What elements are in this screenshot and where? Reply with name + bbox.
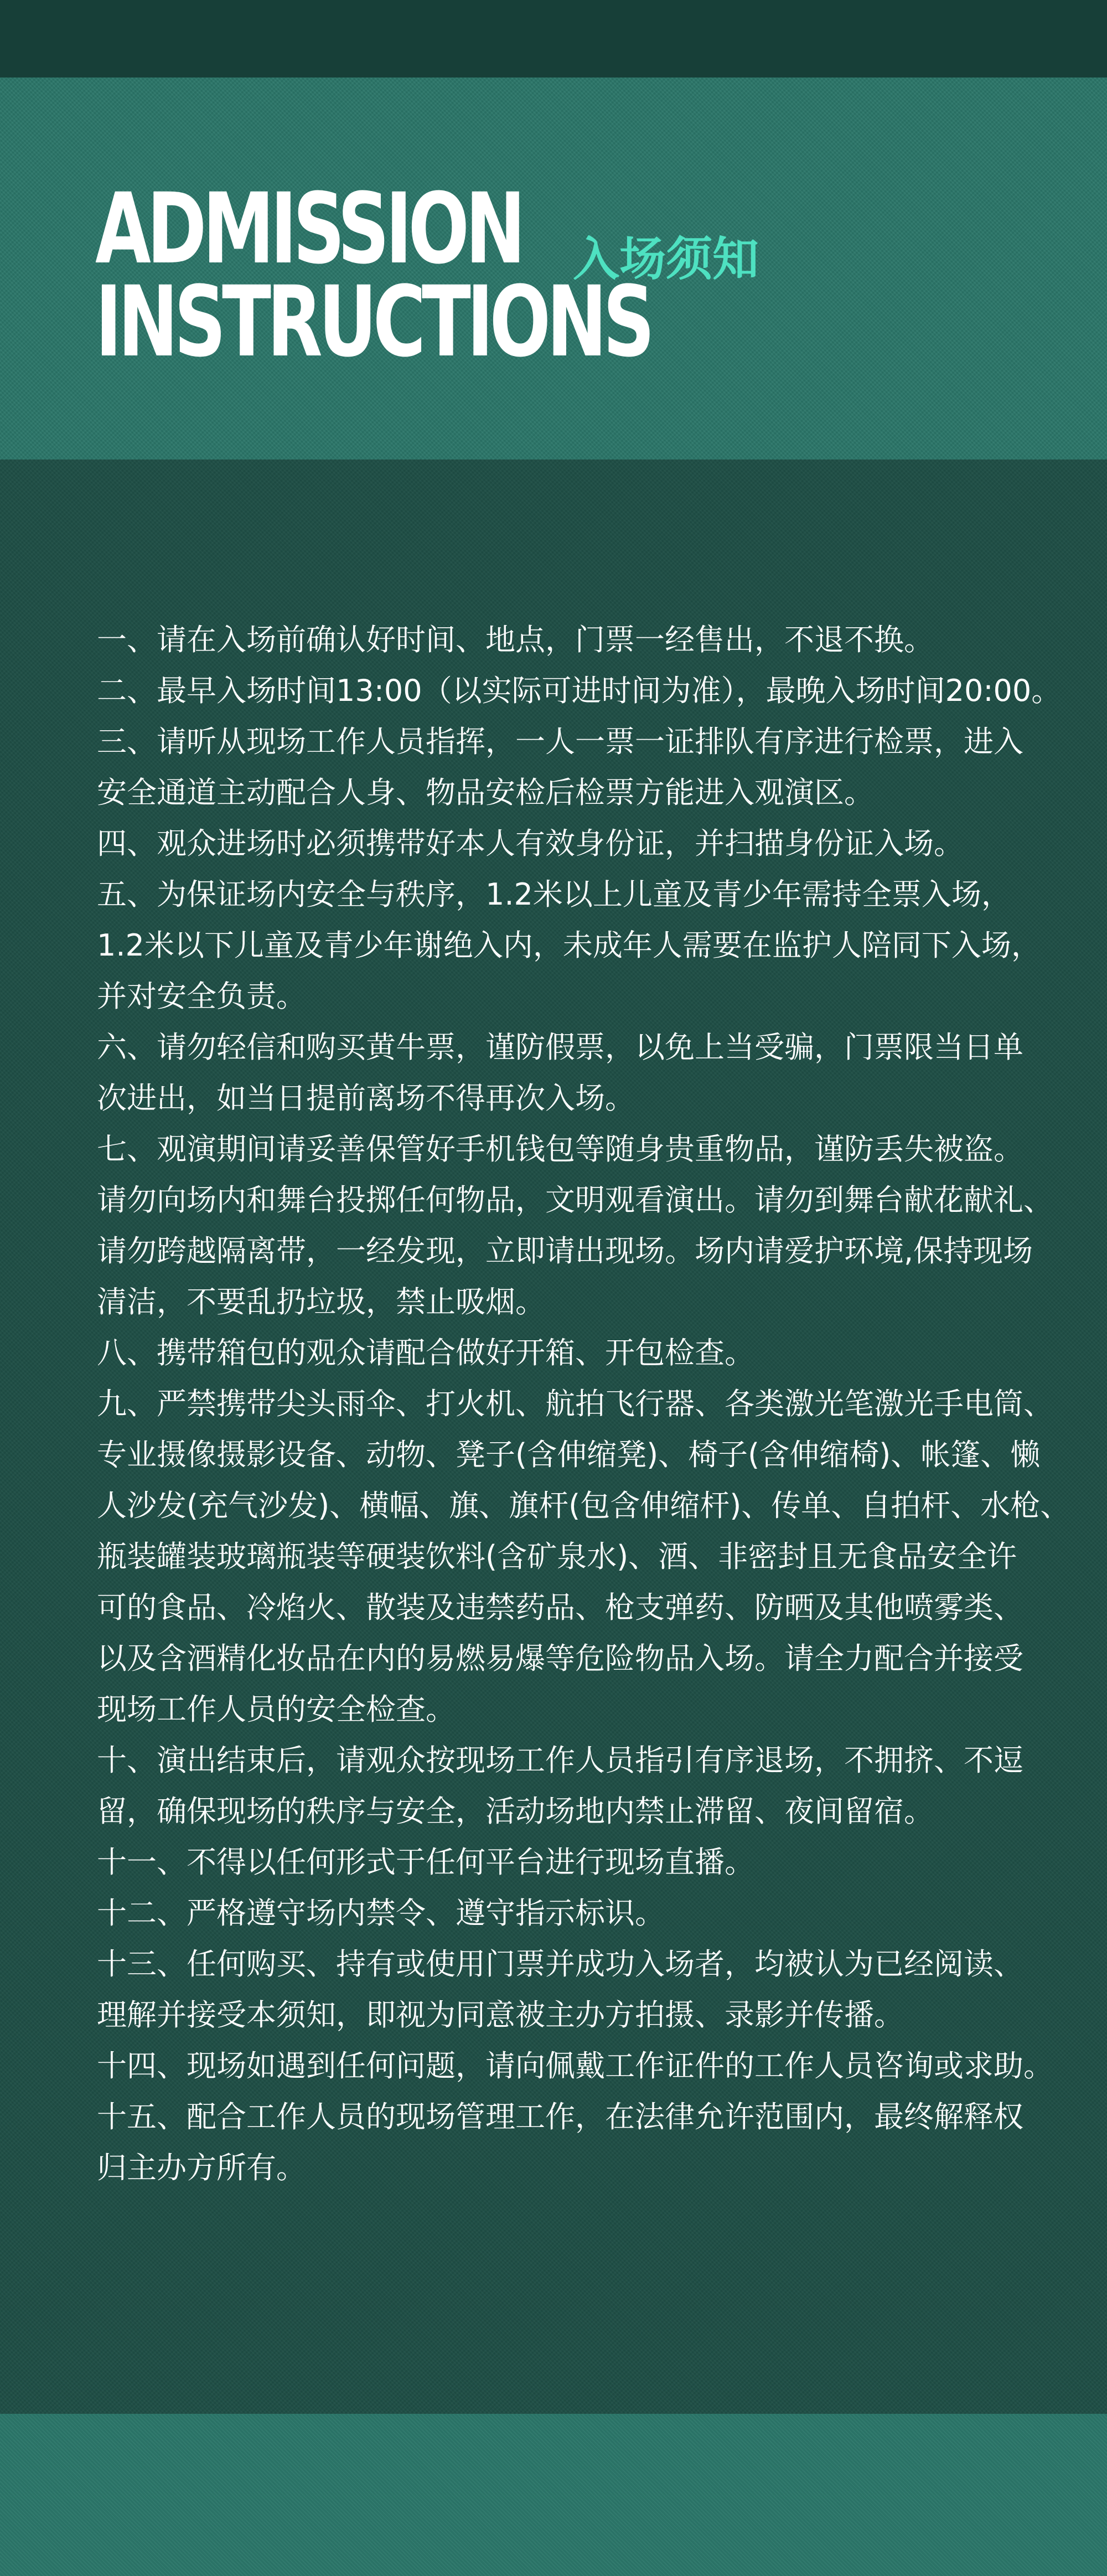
instruction-item (97, 869, 1041, 1022)
instruction-line: 八、携带箱包的观众请配合做好开箱、开包检查。 (97, 1335, 754, 1370)
instruction-line: 归主办方所有。 (97, 2150, 306, 2185)
instruction-line: 专业摄像摄影设备、动物、凳子(含伸缩凳)、椅子(含伸缩椅)、帐篷、懒 (97, 1437, 1041, 1472)
instruction-item (97, 1837, 1038, 1888)
instruction-line: 现场工作人员的安全检查。 (97, 1692, 456, 1727)
instruction-item (97, 818, 1038, 869)
instruction-item (97, 665, 1062, 716)
instruction-line: 1.2米以下儿童及青少年谢绝入内，未成年人需要在监护人陪同下入场， (97, 928, 1041, 963)
instruction-item (97, 1124, 1053, 1328)
instruction-line: 理解并接受本须知，即视为同意被主办方拍摄、录影并传播。 (97, 1997, 904, 2032)
instruction-line: 以及含酒精化妆品在内的易燃易爆等危险物品入场。请全力配合并接受 (97, 1641, 1023, 1676)
instruction-item (97, 1888, 1038, 1939)
instruction-item (97, 1939, 1038, 2041)
instruction-line: 十五、配合工作人员的现场管理工作，在法律允许范围内，最终解释权 (97, 2099, 1023, 2134)
instruction-item (97, 1022, 1038, 1124)
instruction-line: 十四、现场如遇到任何问题，请向佩戴工作证件的工作人员咨询或求助。 (97, 2048, 1053, 2083)
instructions-list (97, 615, 1070, 2193)
instruction-line: 人沙发(充气沙发)、横幅、旗、旗杆(包含伸缩杆)、传单、自拍杆、水枪、 (97, 1488, 1070, 1523)
instruction-item (97, 2041, 1053, 2092)
instruction-line: 十三、任何购买、持有或使用门票并成功入场者，均被认为已经阅读、 (97, 1947, 1023, 1981)
instruction-line: 二、最早入场时间13:00（以实际可进时间为准），最晚入场时间20:00。 (97, 673, 1062, 708)
instruction-line: 九、严禁携带尖头雨伞、打火机、航拍飞行器、各类激光笔激光手电筒、 (97, 1386, 1053, 1421)
instruction-line: 三、请听从现场工作人员指挥，一人一票一证排队有序进行检票，进入 (97, 724, 1023, 759)
instruction-item (97, 1328, 1038, 1379)
instruction-item (97, 1735, 1038, 1837)
instruction-item (97, 1379, 1070, 1735)
instruction-item (97, 615, 1038, 665)
instruction-line: 请勿向场内和舞台投掷任何物品，文明观看演出。请勿到舞台献花献礼、 (97, 1183, 1053, 1217)
instruction-line: 次进出，如当日提前离场不得再次入场。 (97, 1081, 635, 1116)
instruction-line: 并对安全负责。 (97, 979, 306, 1014)
title-line-admission: ADMISSION (95, 172, 522, 286)
instruction-item (97, 716, 1038, 818)
instruction-line: 留，确保现场的秩序与安全，活动场地内禁止滞留、夜间留宿。 (97, 1794, 934, 1829)
instruction-line: 七、观演期间请妥善保管好手机钱包等随身贵重物品，谨防丢失被盗。 (97, 1132, 1023, 1166)
instruction-line: 四、观众进场时必须携带好本人有效身份证，并扫描身份证入场。 (97, 826, 964, 861)
top-edge-band (0, 0, 1107, 78)
instruction-line: 安全通道主动配合人身、物品安检后检票方能进入观演区。 (97, 775, 874, 810)
instruction-line: 五、为保证场内安全与秩序，1.2米以上儿童及青少年需持全票入场， (97, 877, 1011, 912)
title-line-instructions: INSTRUCTIONS (95, 265, 651, 379)
page-title-chinese: 入场须知 (573, 232, 759, 286)
footer-band (0, 2414, 1107, 2576)
instruction-line: 十、演出结束后，请观众按现场工作人员指引有序退场，不拥挤、不逗 (97, 1743, 1023, 1778)
instruction-line: 请勿跨越隔离带，一经发现，立即请出现场。场内请爱护环境,保持现场 (97, 1233, 1033, 1268)
page-title-english (95, 172, 651, 379)
instruction-line: 十一、不得以任何形式于任何平台进行现场直播。 (97, 1845, 754, 1880)
instruction-line: 可的食品、冷焰火、散装及违禁药品、枪支弹药、防晒及其他喷雾类、 (97, 1590, 1023, 1625)
instruction-line: 瓶装罐装玻璃瓶装等硬装饮料(含矿泉水)、酒、非密封且无食品安全许 (97, 1539, 1017, 1574)
instruction-line: 清洁，不要乱扔垃圾，禁止吸烟。 (97, 1284, 545, 1319)
instruction-line: 一、请在入场前确认好时间、地点，门票一经售出，不退不换。 (97, 622, 934, 657)
instruction-line: 六、请勿轻信和购买黄牛票，谨防假票，以免上当受骗，门票限当日单 (97, 1030, 1023, 1065)
instruction-line: 十二、严格遵守场内禁令、遵守指示标识。 (97, 1896, 665, 1930)
instruction-item (97, 2092, 1038, 2193)
